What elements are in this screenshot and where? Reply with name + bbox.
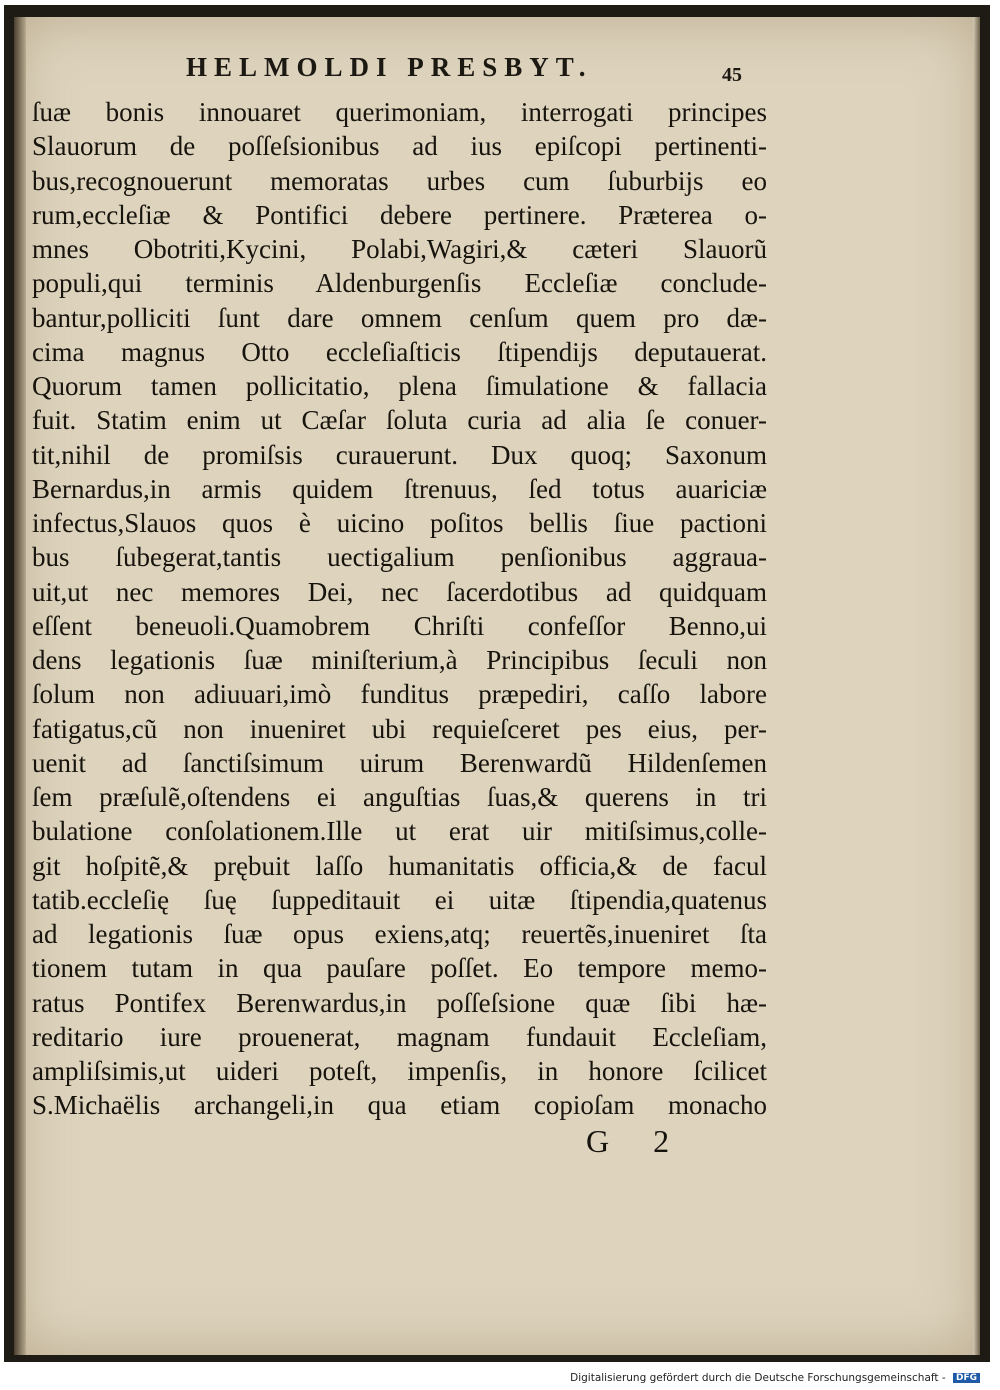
text-line: ſem præſulẽ,oſtendens ei anguſtias ſuas,& querens in tri bbox=[32, 782, 767, 812]
text-line: ratus Pontifex Berenwardus,in poſſeſsione quæ ſibi hæ- bbox=[32, 987, 767, 1018]
text-line: uenit ad ſanctiſsimum uirum Berenwardũ Hildenſemen bbox=[32, 747, 767, 778]
text-line: bantur,polliciti ſunt dare omnem cenſum quem pro dæ- bbox=[32, 302, 767, 333]
text-line: bus,recognouerunt memoratas urbes cum ſuburbijs eo bbox=[32, 165, 767, 196]
running-head: HELMOLDI PRESBYT. bbox=[186, 52, 593, 82]
text-line: tit,nihil de promiſsis curauerunt. Dux quoq; Saxonum bbox=[32, 439, 767, 470]
body-text bbox=[32, 95, 767, 1123]
text-line: bulatione conſolationem.Ille ut erat uir mitiſsimus,colle- bbox=[32, 816, 767, 847]
text-line: S.Michaëlis archangeli,in qua etiam copioſam monacho bbox=[32, 1090, 767, 1121]
text-line: eſſent beneuoli.Quamobrem Chriſti confeſſor Benno,ui bbox=[32, 610, 767, 641]
text-line: reditario iure prouenerat, magnam fundauit Eccleſiam, bbox=[32, 1021, 767, 1052]
text-line: ad legationis ſuæ opus exiens,atq; reuertẽs,inueniret ſta bbox=[32, 919, 767, 949]
text-line: populi,qui terminis Aldenburgenſis Eccleſiæ conclude- bbox=[32, 268, 767, 299]
text-line: fatigatus,cũ non inueniret ubi requieſceret pes eius, per- bbox=[32, 713, 767, 744]
text-line: tionem tutam in qua pauſare poſſet. Eo tempore memo- bbox=[32, 953, 767, 984]
signature-mark: G 2 bbox=[586, 1123, 688, 1159]
page-edge-shadow bbox=[973, 17, 980, 1355]
footer-credit bbox=[570, 1372, 980, 1384]
text-line: cima magnus Otto eccleſiaſticis ſtipendijs deputauerat. bbox=[32, 336, 767, 367]
text-line: uit,ut nec memores Dei, nec ſacerdotibus ad quidquam bbox=[32, 576, 767, 607]
text-line: infectus,Slauos quos è uicino poſitos bellis ſiue pactioni bbox=[32, 508, 767, 538]
text-line: dens legationis ſuæ miniſterium,à Principibus ſeculi non bbox=[32, 645, 767, 675]
text-line: Slauorum de poſſeſsionibus ad ius epiſcopi pertinenti- bbox=[32, 131, 767, 162]
page-gutter-shadow bbox=[14, 17, 26, 1355]
text-line: Quorum tamen pollicitatio, plena ſimulatione & fallacia bbox=[32, 371, 767, 401]
dfg-logo: DFG bbox=[953, 1373, 980, 1383]
text-line: ſuæ bonis innouaret querimoniam, interrogati principes bbox=[32, 97, 767, 127]
text-line: bus ſubegerat,tantis uectigalium penſionibus aggraua- bbox=[32, 542, 767, 573]
text-line: tatib.eccleſię ſuę ſuppeditauit ei uitæ ſtipendia,quatenus bbox=[32, 884, 767, 915]
text-line: ſolum non adiuuari,imò funditus præpediri, caſſo labore bbox=[32, 679, 767, 710]
text-line: rum,eccleſiæ & Pontifici debere pertinere. Præterea o- bbox=[32, 199, 767, 230]
text-line: git hoſpitẽ,& prębuit laſſo humanitatis officia,& de facul bbox=[32, 850, 767, 881]
footer-credit-text: Digitalisierung gefördert durch die Deutsche Forschungsgemeinschaft - bbox=[570, 1372, 946, 1384]
text-line: Bernardus,in armis quidem ſtrenuus, ſed totus auariciæ bbox=[32, 473, 767, 504]
text-line: mnes Obotriti,Kycini, Polabi,Wagiri,& cæteri Slauorũ bbox=[32, 234, 767, 264]
text-line: ampliſsimis,ut uideri poteſt, impenſis, in honore ſcilicet bbox=[32, 1056, 767, 1086]
page-number: 45 bbox=[722, 64, 742, 86]
text-line: fuit. Statim enim ut Cæſar ſoluta curia ad alia ſe conuer- bbox=[32, 405, 767, 436]
